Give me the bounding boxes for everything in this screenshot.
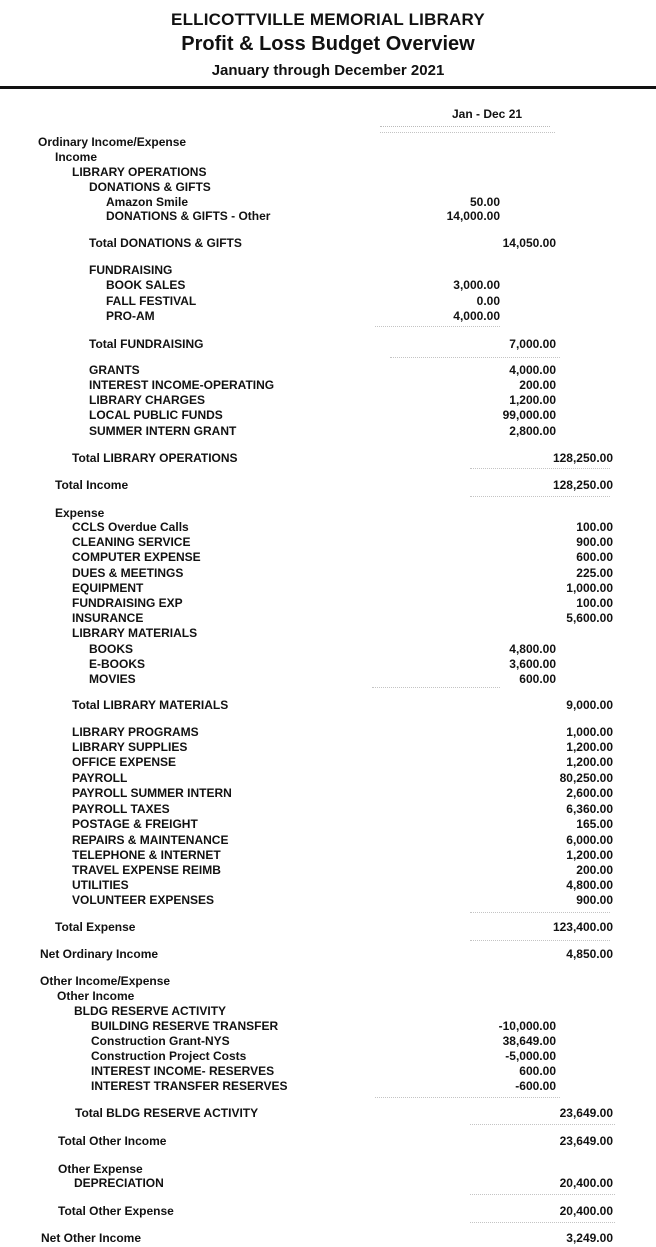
row-label: COMPUTER EXPENSE	[72, 550, 201, 564]
report-row	[0, 451, 656, 466]
row-label: DUES & MEETINGS	[72, 566, 184, 580]
report-row	[0, 1134, 656, 1149]
report-row	[0, 393, 656, 408]
row-amount: 200.00	[576, 863, 613, 877]
report-row	[0, 363, 656, 378]
row-amount: 1,200.00	[566, 755, 613, 769]
row-label: LIBRARY SUPPLIES	[72, 740, 188, 754]
subtotal-rule	[470, 912, 610, 913]
report-row	[0, 611, 656, 626]
report-row	[0, 1019, 656, 1034]
row-label: LOCAL PUBLIC FUNDS	[89, 408, 223, 422]
column-heading: Jan - Dec 21	[452, 107, 523, 121]
subtotal-rule	[470, 1222, 615, 1223]
row-amount: 23,649.00	[559, 1134, 613, 1148]
row-amount: 1,200.00	[566, 740, 613, 754]
row-amount: 900.00	[576, 893, 613, 907]
row-label: LIBRARY CHARGES	[89, 393, 206, 407]
report-row	[0, 1034, 656, 1049]
row-amount: 20,400.00	[559, 1176, 613, 1190]
subtotal-rule	[380, 132, 555, 133]
report-row	[0, 863, 656, 878]
row-label: MOVIES	[89, 672, 136, 686]
row-label: Net Other Income	[41, 1231, 142, 1245]
organization-name: ELLICOTTVILLE MEMORIAL LIBRARY	[171, 10, 485, 29]
row-amount: 100.00	[576, 596, 613, 610]
row-amount: -10,000.00	[498, 1019, 556, 1033]
row-label: Construction Project Costs	[91, 1049, 247, 1063]
row-label: PRO-AM	[106, 309, 155, 323]
subtotal-rule	[470, 1194, 615, 1195]
row-amount: 600.00	[519, 1064, 556, 1078]
row-label: SUMMER INTERN GRANT	[89, 424, 237, 438]
row-label: E-BOOKS	[89, 657, 146, 671]
row-label: INTEREST TRANSFER RESERVES	[91, 1079, 288, 1093]
row-label: CLEANING SERVICE	[72, 535, 191, 549]
row-label: LIBRARY PROGRAMS	[72, 725, 199, 739]
row-label: OFFICE EXPENSE	[72, 755, 177, 769]
report-row	[0, 817, 656, 832]
report-row	[0, 596, 656, 611]
subtotal-rule	[372, 687, 500, 688]
report-row	[0, 1004, 656, 1019]
subtotal-rule	[375, 326, 500, 327]
row-label: PAYROLL TAXES	[72, 802, 170, 816]
row-label: INTEREST INCOME- RESERVES	[91, 1064, 275, 1078]
row-amount: 2,600.00	[566, 786, 613, 800]
row-amount: 14,000.00	[446, 209, 500, 223]
report-row	[0, 195, 656, 210]
report-row	[0, 1064, 656, 1079]
report-row	[0, 833, 656, 848]
row-amount: 4,800.00	[509, 642, 556, 656]
report-row	[0, 657, 656, 672]
report-row	[0, 786, 656, 801]
row-label: FALL FESTIVAL	[106, 294, 197, 308]
row-label: VOLUNTEER EXPENSES	[72, 893, 215, 907]
report-row	[0, 626, 656, 641]
row-amount: 4,000.00	[453, 309, 500, 323]
row-label: LIBRARY MATERIALS	[72, 626, 198, 640]
report-row	[0, 209, 656, 224]
row-amount: -600.00	[515, 1079, 556, 1093]
report-row	[0, 1162, 656, 1177]
row-amount: 200.00	[519, 378, 556, 392]
row-label: TELEPHONE & INTERNET	[72, 848, 221, 862]
row-label: POSTAGE & FREIGHT	[72, 817, 198, 831]
subtotal-rule	[470, 940, 610, 941]
report-row	[0, 478, 656, 493]
row-label: BOOK SALES	[106, 278, 186, 292]
row-label: Total Other Expense	[58, 1204, 174, 1218]
row-label: PAYROLL SUMMER INTERN	[72, 786, 232, 800]
row-amount: 23,649.00	[559, 1106, 613, 1120]
header-divider	[0, 86, 656, 89]
row-label: Ordinary Income/Expense	[38, 135, 187, 149]
row-amount: 3,249.00	[566, 1231, 613, 1245]
row-label: LIBRARY OPERATIONS	[72, 165, 207, 179]
report-row	[0, 1106, 656, 1121]
report-row	[0, 378, 656, 393]
report-row	[0, 893, 656, 908]
row-amount: -5,000.00	[505, 1049, 556, 1063]
row-label: Total BLDG RESERVE ACTIVITY	[75, 1106, 259, 1120]
report-row	[0, 989, 656, 1004]
report-row	[0, 165, 656, 180]
row-amount: 123,400.00	[552, 920, 613, 934]
report-row	[0, 337, 656, 352]
row-label: Total Other Income	[58, 1134, 167, 1148]
report-title: Profit & Loss Budget Overview	[181, 33, 475, 55]
row-amount: 225.00	[576, 566, 613, 580]
row-label: Total Expense	[55, 920, 136, 934]
row-label: BUILDING RESERVE TRANSFER	[91, 1019, 279, 1033]
row-amount: 7,000.00	[509, 337, 556, 351]
row-label: Other Income	[57, 989, 135, 1003]
row-amount: 0.00	[476, 294, 500, 308]
row-amount: 80,250.00	[559, 771, 613, 785]
report-row	[0, 672, 656, 687]
report-row	[0, 698, 656, 713]
row-amount: 100.00	[576, 520, 613, 534]
report-row	[0, 947, 656, 962]
subtotal-rule	[470, 496, 610, 497]
row-label: Income	[55, 150, 98, 164]
row-amount: 3,000.00	[453, 278, 500, 292]
row-amount: 1,200.00	[509, 393, 556, 407]
row-label: Total FUNDRAISING	[89, 337, 204, 351]
report-row	[0, 566, 656, 581]
row-label: REPAIRS & MAINTENANCE	[72, 833, 229, 847]
row-amount: 99,000.00	[502, 408, 556, 422]
report-row	[0, 848, 656, 863]
report-row	[0, 506, 656, 521]
row-label: Other Income/Expense	[40, 974, 171, 988]
report-row	[0, 581, 656, 596]
row-amount: 6,360.00	[566, 802, 613, 816]
report-row	[0, 1231, 656, 1246]
row-label: CCLS Overdue Calls	[72, 520, 189, 534]
report-row	[0, 1079, 656, 1094]
row-amount: 1,200.00	[566, 848, 613, 862]
report-row	[0, 278, 656, 293]
row-label: Expense	[55, 506, 105, 520]
report-row	[0, 135, 656, 150]
report-row	[0, 520, 656, 535]
row-label: INSURANCE	[72, 611, 144, 625]
report-row	[0, 309, 656, 324]
report-row	[0, 263, 656, 278]
row-label: Total LIBRARY MATERIALS	[72, 698, 229, 712]
row-amount: 5,600.00	[566, 611, 613, 625]
row-amount: 4,800.00	[566, 878, 613, 892]
subtotal-rule	[470, 1124, 615, 1125]
row-label: Other Expense	[58, 1162, 143, 1176]
report-row	[0, 535, 656, 550]
report-row	[0, 408, 656, 423]
report-row	[0, 424, 656, 439]
report-row	[0, 1176, 656, 1191]
row-amount: 9,000.00	[566, 698, 613, 712]
row-amount: 600.00	[576, 550, 613, 564]
report-row	[0, 974, 656, 989]
report-row	[0, 920, 656, 935]
report-row	[0, 180, 656, 195]
row-amount: 1,000.00	[566, 725, 613, 739]
row-label: BOOKS	[89, 642, 134, 656]
row-amount: 20,400.00	[559, 1204, 613, 1218]
report-row	[0, 294, 656, 309]
column-heading-underline	[380, 126, 550, 127]
row-amount: 165.00	[576, 817, 613, 831]
subtotal-rule	[470, 468, 610, 469]
report-row	[0, 236, 656, 251]
row-amount: 128,250.00	[552, 451, 613, 465]
row-amount: 14,050.00	[502, 236, 556, 250]
row-label: FUNDRAISING	[89, 263, 173, 277]
row-label: Construction Grant-NYS	[91, 1034, 230, 1048]
row-amount: 4,850.00	[566, 947, 613, 961]
report-row	[0, 802, 656, 817]
row-label: FUNDRAISING EXP	[72, 596, 183, 610]
row-amount: 50.00	[469, 195, 500, 209]
row-label: Total LIBRARY OPERATIONS	[72, 451, 238, 465]
row-amount: 600.00	[519, 672, 556, 686]
report-row	[0, 150, 656, 165]
report-row	[0, 755, 656, 770]
row-amount: 128,250.00	[552, 478, 613, 492]
row-label: Total DONATIONS & GIFTS	[89, 236, 242, 250]
row-label: TRAVEL EXPENSE REIMB	[72, 863, 221, 877]
report-row	[0, 771, 656, 786]
row-amount: 2,800.00	[509, 424, 556, 438]
report-row	[0, 550, 656, 565]
row-label: DONATIONS & GIFTS - Other	[106, 209, 271, 223]
row-label: Amazon Smile	[106, 195, 189, 209]
row-amount: 4,000.00	[509, 363, 556, 377]
row-label: Net Ordinary Income	[40, 947, 159, 961]
row-label: GRANTS	[89, 363, 140, 377]
report-row	[0, 1049, 656, 1064]
row-label: PAYROLL	[72, 771, 128, 785]
row-amount: 6,000.00	[566, 833, 613, 847]
report-period: January through December 2021	[211, 62, 445, 79]
row-label: Total Income	[55, 478, 129, 492]
row-label: DONATIONS & GIFTS	[89, 180, 211, 194]
row-amount: 900.00	[576, 535, 613, 549]
report-row	[0, 642, 656, 657]
row-amount: 1,000.00	[566, 581, 613, 595]
report-row	[0, 1204, 656, 1219]
row-label: INTEREST INCOME-OPERATING	[89, 378, 275, 392]
row-amount: 3,600.00	[509, 657, 556, 671]
row-label: EQUIPMENT	[72, 581, 144, 595]
row-label: DEPRECIATION	[74, 1176, 164, 1190]
row-label: UTILITIES	[72, 878, 129, 892]
row-label: BLDG RESERVE ACTIVITY	[74, 1004, 227, 1018]
report-row	[0, 725, 656, 740]
report-row	[0, 740, 656, 755]
report-row	[0, 878, 656, 893]
row-amount: 38,649.00	[502, 1034, 556, 1048]
subtotal-rule	[390, 357, 560, 358]
subtotal-rule	[375, 1097, 560, 1098]
